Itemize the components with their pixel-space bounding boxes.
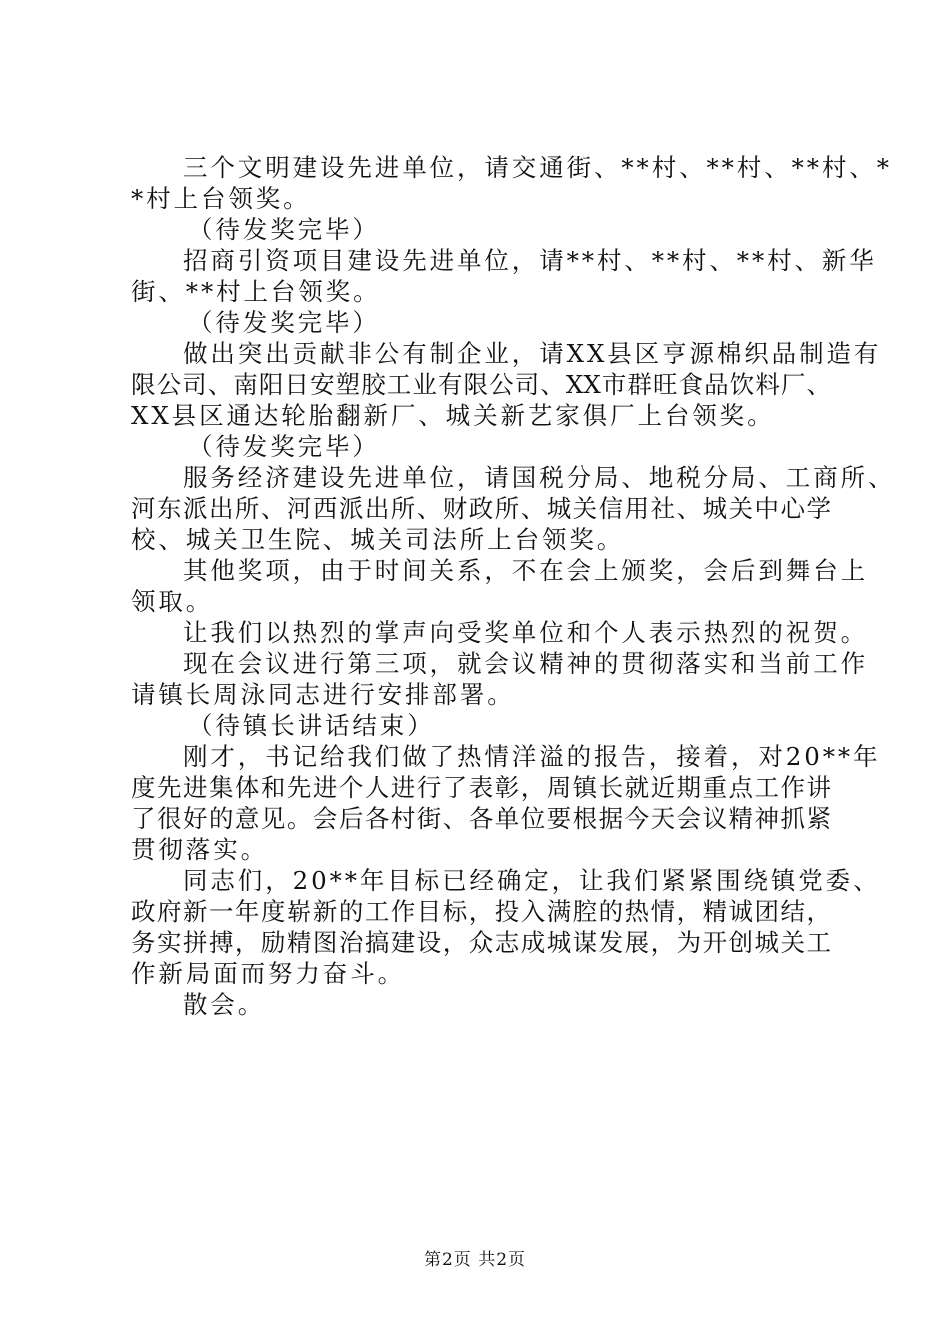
text-line: 招商引资项目建设先进单位，请**村、**村、**村、新华 — [183, 246, 877, 275]
text-line: 街、**村上台领奖。 — [131, 277, 381, 306]
text-line: （待发奖完毕） — [188, 215, 380, 244]
text-line: 政府新一年度崭新的工作目标，投入满腔的热情，精诚团结， — [131, 897, 831, 926]
text-line: 三个文明建设先进单位，请交通街、**村、**村、**村、* — [183, 153, 892, 182]
text-line: 校、城关卫生院、城关司法所上台领奖。 — [131, 525, 625, 554]
text-line: 领取。 — [131, 587, 214, 616]
document-body — [131, 152, 896, 1020]
text-line: 请镇长周泳同志进行安排部署。 — [131, 680, 515, 709]
text-line: 散会。 — [183, 990, 266, 1019]
page-number-footer: 第2页 共2页 — [423, 1250, 527, 1270]
text-line: 作新局面而努力奋斗。 — [131, 959, 405, 988]
text-line: （待发奖完毕） — [188, 432, 380, 461]
text-line: （待镇长讲话结束） — [188, 711, 435, 740]
text-line: 刚才，书记给我们做了热情洋溢的报告，接着，对20**年 — [183, 742, 881, 771]
text-line: 做出突出贡献非公有制企业，请XX县区亨源棉织品制造有 — [183, 339, 882, 368]
text-line: 度先进集体和先进个人进行了表彰，周镇长就近期重点工作讲 — [131, 773, 831, 802]
text-line: *村上台领奖。 — [131, 184, 311, 213]
text-line: 其他奖项，由于时间关系，不在会上颁奖，会后到舞台上 — [183, 556, 868, 585]
text-line: 同志们，20**年目标已经确定，让我们紧紧围绕镇党委、 — [183, 866, 881, 895]
text-line: 现在会议进行第三项，就会议精神的贯彻落实和当前工作 — [183, 649, 868, 678]
text-line: 让我们以热烈的掌声向受奖单位和个人表示热烈的祝贺。 — [183, 618, 868, 647]
text-line: XX县区通达轮胎翻新厂、城关新艺家俱厂上台领奖。 — [131, 401, 775, 430]
text-line: （待发奖完毕） — [188, 308, 380, 337]
text-line: 了很好的意见。会后各村街、各单位要根据今天会议精神抓紧 — [131, 804, 831, 833]
text-line: 限公司、南阳日安塑胶工业有限公司、XX市群旺食品饮料厂、 — [131, 370, 831, 399]
text-line: 服务经济建设先进单位，请国税分局、地税分局、工商所、 — [183, 463, 896, 492]
text-line: 贯彻落实。 — [131, 835, 268, 864]
text-line: 河东派出所、河西派出所、财政所、城关信用社、城关中心学 — [131, 494, 831, 523]
text-line: 务实拼搏，励精图治搞建设，众志成城谋发展，为开创城关工 — [131, 928, 831, 957]
